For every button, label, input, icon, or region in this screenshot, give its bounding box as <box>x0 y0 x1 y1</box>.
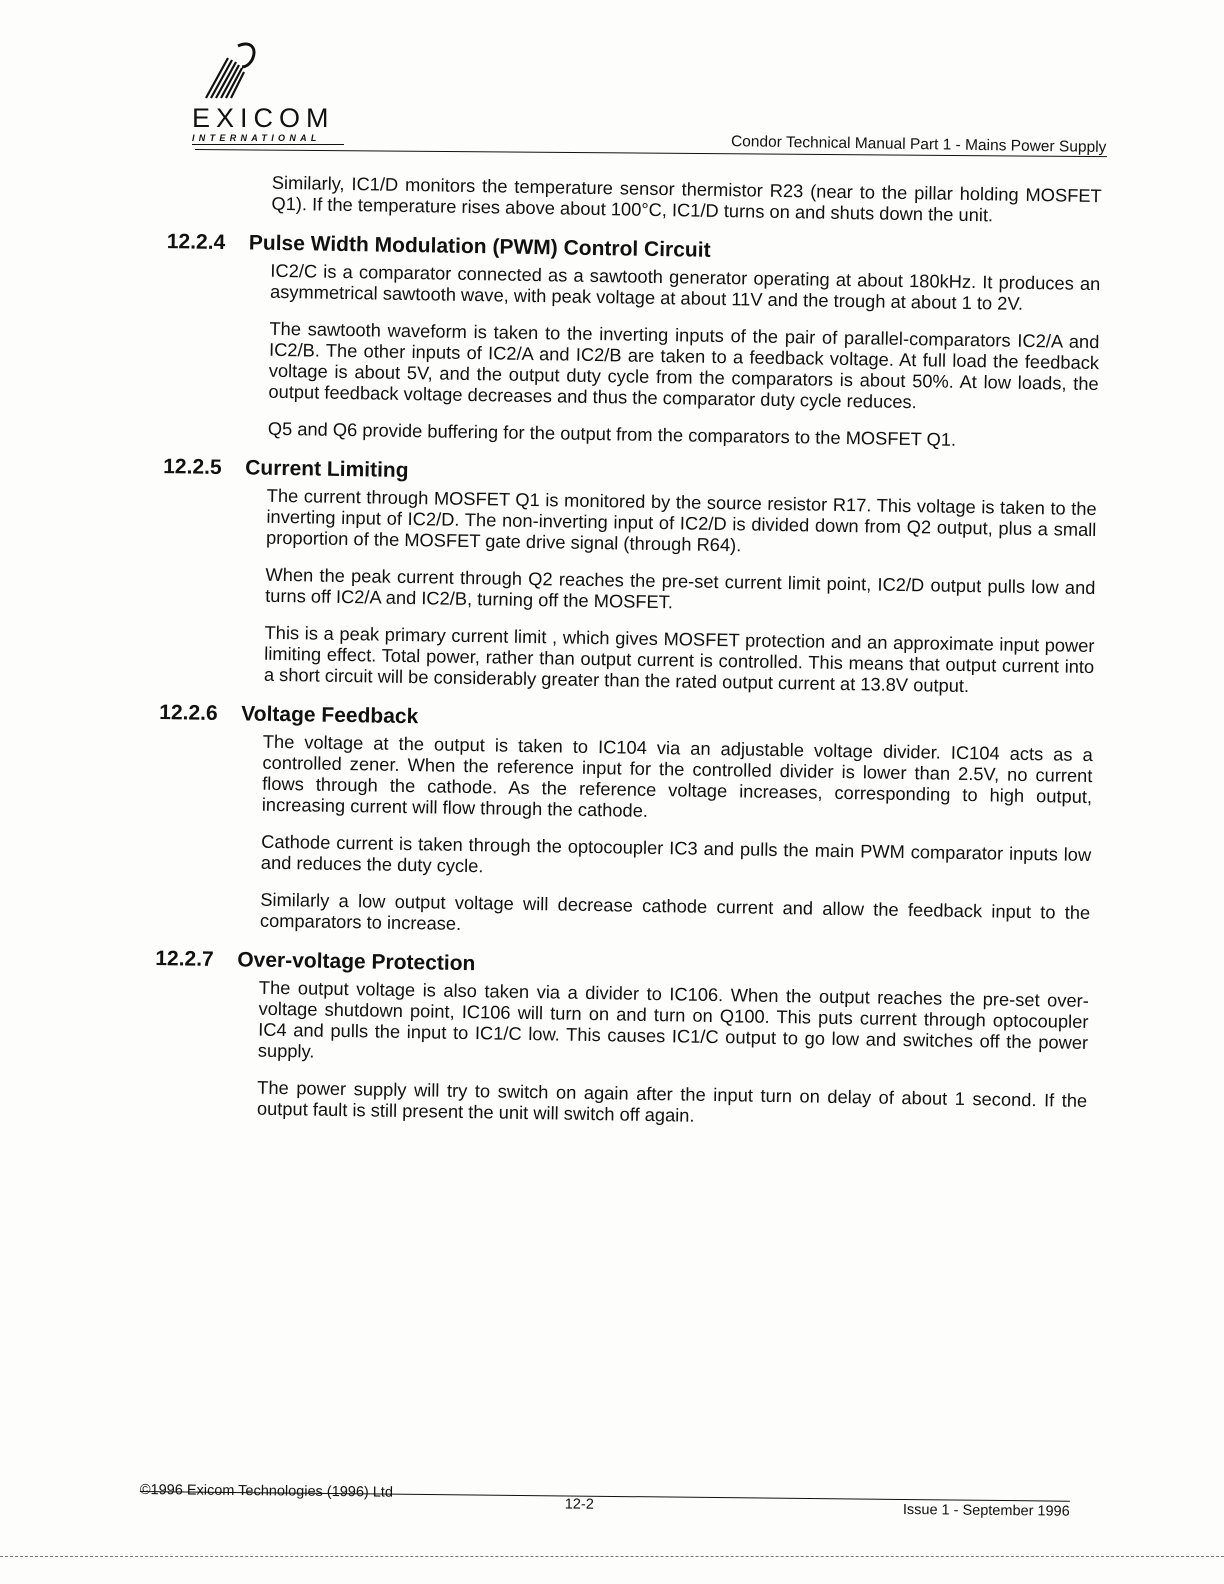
paragraph: Q5 and Q6 provide buffering for the output from the comparators to the MOSFET Q1. <box>267 417 957 450</box>
logo-subtitle: INTERNATIONAL <box>192 132 344 145</box>
section-title: Voltage Feedback <box>241 702 419 729</box>
footer-issue: Issue 1 - September 1996 <box>902 1501 1070 1520</box>
section-title: Current Limiting <box>245 456 409 483</box>
company-logo <box>192 40 362 145</box>
paragraph: Cathode current is taken through the optocoupler IC3 and pulls the main PWM comparator inputs low and reduces the duty cycle. <box>260 830 1092 877</box>
page-number: 12-2 <box>564 1496 594 1513</box>
paragraph: The current through MOSFET Q1 is monitored by the source resistor R17. This voltage is taken to the inverting input of IC2/D. The non-inverting input of IC2/D is divided down from Q2 output, plus a small proportion of the MOSFET gate drive signal (through R64). <box>265 484 1097 556</box>
section-title: Pulse Width Modulation (PWM) Control Circuit <box>248 231 711 262</box>
paragraph: The power supply will try to switch on again after the input turn on delay of about 1 second. If the output fault is still present the unit will switch off again. <box>256 1076 1088 1126</box>
paragraph: This is a peak primary current limit , which gives MOSFET protection and an approximate input power limiting effect. Total power, rather than output current is controlled. This means that output current into a short circuit will be considerably greater than the rated output current at 13.8V output. <box>263 621 1095 697</box>
scan-edge-line <box>0 1556 1224 1557</box>
paragraph: The output voltage is also taken via a divider to IC106. When the output reaches the pre-set over-voltage shutdown point, IC106 will turn on and turn on Q100. This puts current through optocoupler IC4 and pulls the input to IC1/C low. This causes IC1/C output to go low and switches off the power supply. <box>257 976 1089 1062</box>
section-number: 12.2.5 <box>163 455 222 480</box>
section-title: Over-voltage Protection <box>237 948 476 976</box>
page-footer <box>140 1482 1070 1532</box>
paragraph: IC2/C is a comparator connected as a sawtooth generator operating at about 180kHz. It produces an asymmetrical sawtooth wave, with peak voltage at about 11V and the trough at about 1 to 2V. <box>269 259 1101 314</box>
document-title: Condor Technical Manual Part 1 - Mains Power Supply <box>730 133 1107 156</box>
logo-name: EXICOM <box>192 103 335 133</box>
section-number: 12.2.6 <box>159 701 218 725</box>
paragraph: The voltage at the output is taken to IC104 via an adjustable voltage divider. IC104 acts as a controlled zener. When the reference input for the controlled divider is lower than 2.5V, no current flows through the cathode. As the reference voltage increases, corresponding to high output, increasing current will flow through the cathode. <box>261 730 1093 821</box>
section-number: 12.2.7 <box>155 947 214 971</box>
intro-paragraph: Similarly, IC1/D monitors the temperature sensor thermistor R23 (near to the pillar holding MOSFET Q1). If the temperature rises above about 100°C, IC1/D turns on and shuts down the unit. <box>271 171 1102 226</box>
exicom-logo-icon <box>192 40 272 102</box>
footer-copyright: ©1996 Exicom Technologies (1996) Ltd <box>139 1482 394 1501</box>
section-number: 12.2.4 <box>166 230 226 255</box>
paragraph: When the peak current through Q2 reaches the pre-set current limit point, IC2/D output pulls low and turns off IC2/A and IC2/B, turning off the MOSFET. <box>265 563 1096 613</box>
paragraph: Similarly a low output voltage will decrease cathode current and allow the feedback input to the comparators to increase. <box>259 888 1091 934</box>
paragraph: The sawtooth waveform is taken to the inverting inputs of the pair of parallel-comparators IC2/A and IC2/B. The other inputs of IC2/A and IC2/B are taken to a feedback voltage. At full load the feedback voltage is about 5V, and the output duty cycle from the comparators is about 50%. At low loads, the output feedback voltage decreases and thus the comparator duty cycle reduces. <box>268 317 1100 413</box>
page-content <box>145 170 1110 1148</box>
